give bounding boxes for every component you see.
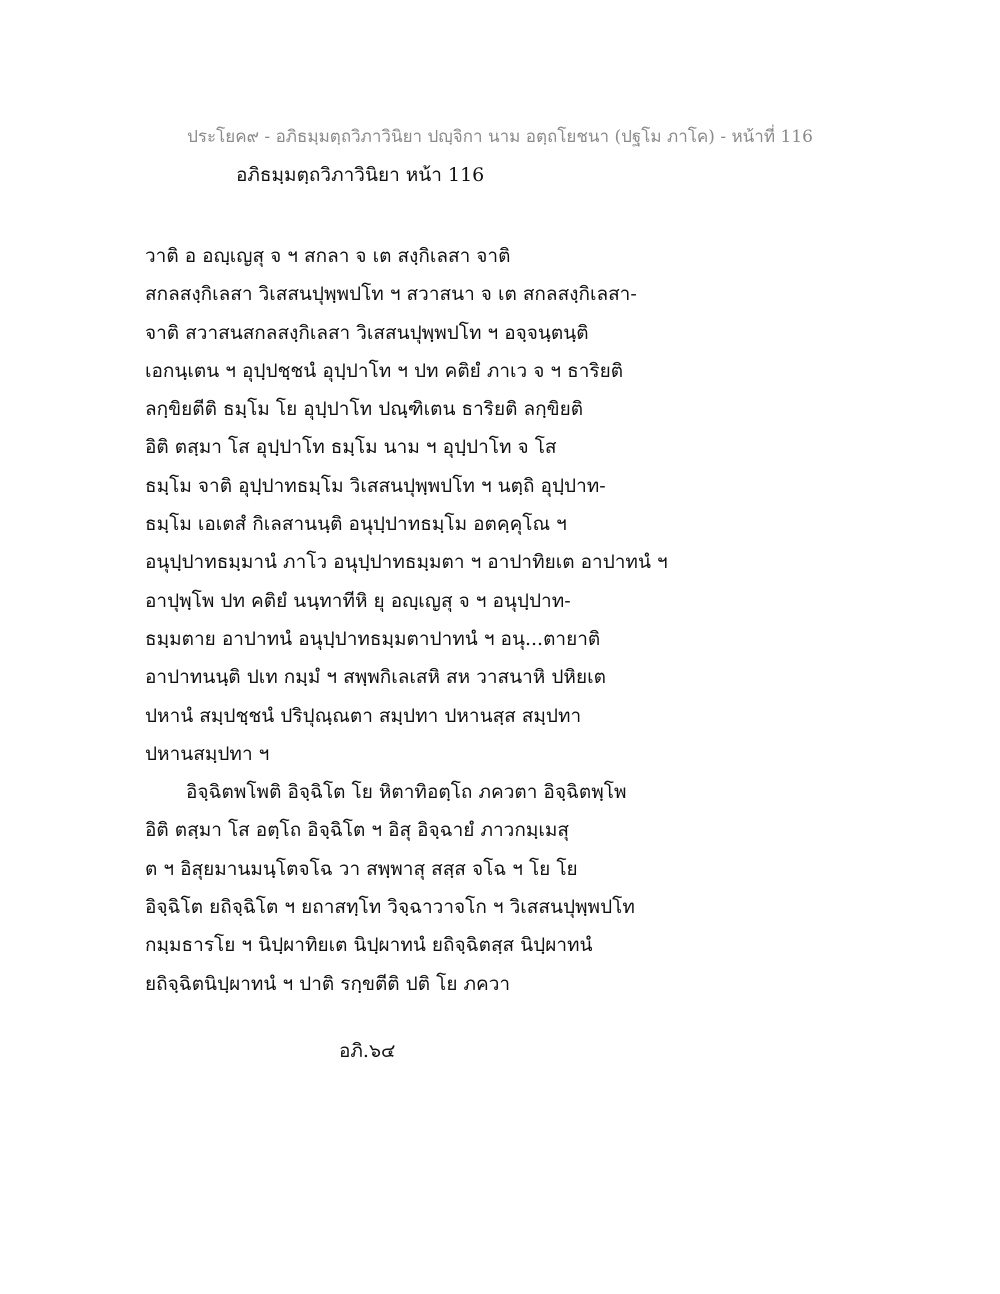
text-line: ธมฺมตาย อาปาทนํ อนุปฺปาทธมฺมตาปาทนํ ฯ อนุ...ตายาติ — [145, 627, 601, 650]
text-line: ปหานสมฺปทา ฯ — [145, 742, 270, 765]
running-header: ประโยค๙ - อภิธมฺมตฺถวิภาวินิยา ปญฺจิกา นาม อตฺถโยชนา (ปฐโม ภาโค) - หน้าที่ 116 — [187, 127, 813, 147]
paragraph-1 — [145, 237, 925, 773]
paragraph-2 — [145, 773, 925, 1003]
page-heading: อภิธมฺมตฺถวิภาวินิยา หน้า 116 — [236, 164, 485, 186]
text-line: อิจฺฉิโต ยถิจฺฉิโต ฯ ยถาสทฺโท วิจฺฉาวาจโก ฯ วิเสสนปุพฺพปโท — [145, 896, 635, 919]
text-line: เอกนฺเตน ฯ อุปฺปชฺชนํ อุปฺปาโท ฯ ปท คติยํ ภาเว จ ฯ ธาริยติ — [145, 359, 624, 382]
text-line: ธมฺโม เอเตสํ กิเลสานนฺติ อนุปฺปาทธมฺโม อตคฺคุโณ ฯ — [145, 513, 567, 536]
footer-mark: อภิ.๖๔ — [339, 1040, 396, 1062]
text-line: กมฺมธารโย ฯ นิปฺผาทิยเต นิปฺผาทนํ ยถิจฺฉิตสฺส นิปฺผาทนํ — [145, 934, 593, 957]
text-line: จาติ สวาสนสกลสงฺกิเลสา วิเสสนปุพฺพปโท ฯ อจฺจนฺตนฺติ — [145, 321, 589, 344]
text-line: ต ฯ อิสุยมานมนฺโตจโฉ วา สพฺพาสุ สสฺส จโฉ ฯ โย โย — [145, 857, 578, 880]
text-line: ปหานํ สมฺปชฺชนํ ปริปุณฺณตา สมฺปทา ปหานสฺส สมฺปทา — [145, 704, 582, 727]
text-line: ลกฺขิยตีติ ธมฺโม โย อุปฺปาโท ปณฺฑิเตน ธาริยติ ลกฺขิยติ — [145, 398, 584, 421]
text-line: สกลสงฺกิเลสา วิเสสนปุพฺพปโท ฯ สวาสนา จ เต สกลสงฺกิเลสา- — [145, 283, 637, 306]
text-line: อาปุพฺโพ ปท คติยํ นนฺทาทีหิ ยุ อญฺเญสุ จ ฯ อนุปฺปาท- — [145, 589, 571, 612]
text-line: ยถิจฺฉิตนิปฺผาทนํ ฯ ปาติ รกฺขตีติ ปติ โย ภควา — [145, 972, 511, 995]
text-line: วาติ อ อญฺเญสุ จ ฯ สกลา จ เต สงฺกิเลสา จาติ — [145, 245, 511, 267]
body-text — [145, 237, 925, 1003]
text-line: อิจฺฉิตพโพติ อิจฺฉิโต โย หิตาทิอตฺโถ ภควตา อิจฺฉิตพฺโพ — [186, 781, 627, 804]
text-line: อิติ ตสฺมา โส อตฺโถ อิจฺฉิโต ฯ อิสุ อิจฺฉายํ ภาวกมฺเมสุ — [145, 819, 569, 842]
text-line: อิติ ตสฺมา โส อุปฺปาโท ธมฺโม นาม ฯ อุปฺปาโท จ โส — [145, 436, 557, 459]
text-line: อนุปฺปาทธมฺมานํ ภาโว อนุปฺปาทธมฺมตา ฯ อาปาทิยเต อาปาทนํ ฯ — [145, 551, 668, 574]
text-line: ธมฺโม จาติ อุปฺปาทธมฺโม วิเสสนปุพฺพปโท ฯ นตฺถิ อุปฺปาท- — [145, 474, 606, 497]
text-line: อาปาทนนฺติ ปเท กมฺมํ ฯ สพฺพกิเลเสหิ สห วาสนาหิ ปหิยเต — [145, 666, 606, 689]
